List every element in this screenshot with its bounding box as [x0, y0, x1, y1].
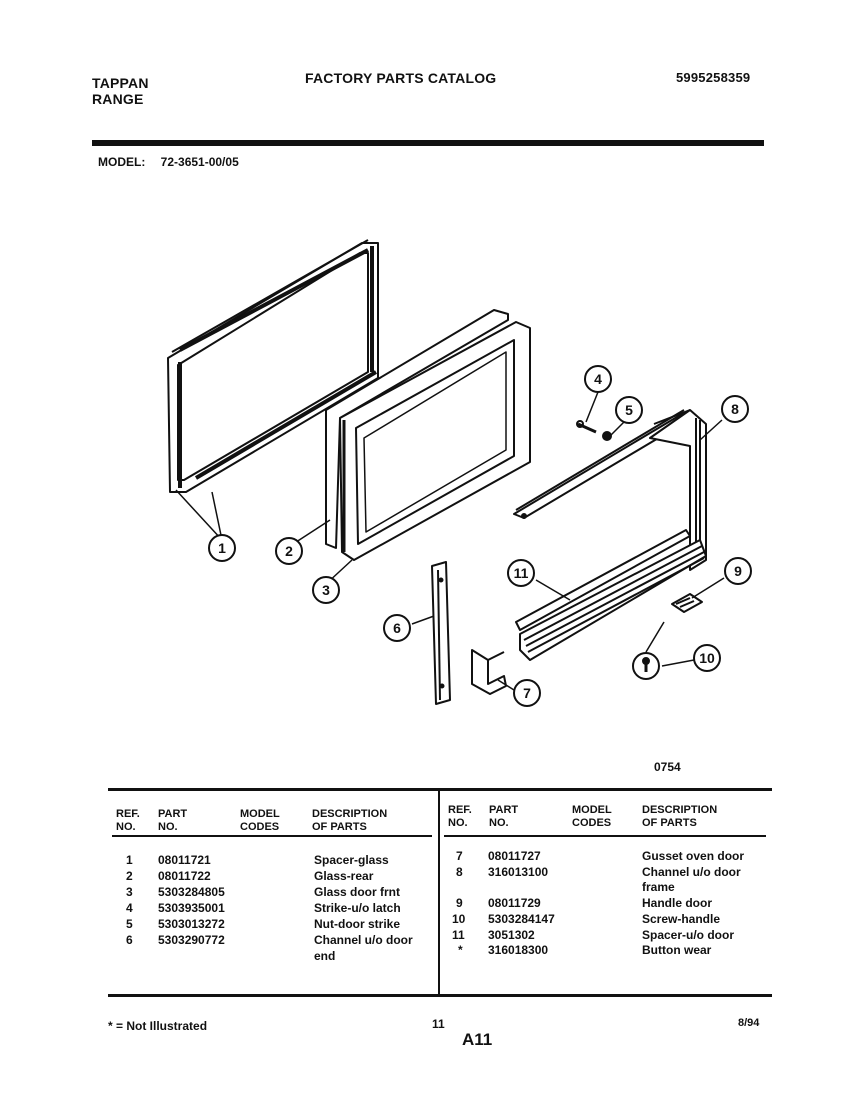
- table-row-part: 08011722: [158, 869, 211, 883]
- table-top-rule: [108, 788, 772, 791]
- table-row-desc: Channel u/o door: [642, 865, 741, 879]
- model-label: MODEL:: [98, 155, 146, 169]
- header-description-right: DESCRIPTION OF PARTS: [642, 804, 718, 829]
- table-row-desc: Nut-door strike: [314, 917, 401, 931]
- table-row-desc: Gusset oven door: [642, 849, 745, 863]
- table-header-rule-left: [112, 835, 432, 837]
- callout-11-label: 11: [513, 565, 529, 581]
- brand-line-1: TAPPAN: [92, 75, 149, 91]
- table-row-desc: Button wear: [642, 943, 712, 957]
- part-channel-end-lower: [432, 562, 450, 704]
- callout-3-label: 3: [322, 582, 330, 598]
- table-row-ref: 4: [126, 901, 133, 915]
- table-row-part: 5303935001: [158, 901, 225, 915]
- header-part-right: PART NO.: [489, 804, 519, 829]
- table-row-part: 316018300: [488, 943, 549, 957]
- callout-5-label: 5: [625, 402, 633, 418]
- table-row-desc: Strike-u/o latch: [314, 901, 401, 915]
- brand-line-2: RANGE: [92, 91, 144, 107]
- table-row-desc: Handle door: [642, 896, 713, 910]
- table-row-part: 3051302: [488, 928, 535, 942]
- header-part: PART NO.: [158, 808, 188, 833]
- callout-7-label: 7: [523, 685, 531, 701]
- table-row-ref: 6: [126, 933, 133, 947]
- figure-code: 0754: [654, 760, 681, 774]
- callout-6-label: 6: [393, 620, 401, 636]
- table-row-part: 5303284147: [488, 912, 555, 926]
- part-handle: [672, 594, 702, 612]
- table-row-ref: 11: [452, 928, 465, 942]
- table-divider: [438, 791, 440, 994]
- table-row-ref: 5: [126, 917, 133, 931]
- callout-4-label: 4: [594, 371, 602, 387]
- catalog-number: 5995258359: [676, 70, 751, 85]
- header-description: DESCRIPTION OF PARTS: [312, 808, 388, 833]
- table-row-desc: Spacer-u/o door: [642, 928, 735, 942]
- table-row-ref: 8: [456, 865, 463, 879]
- table-row-ref: 10: [452, 912, 466, 926]
- table-row-desc: Glass-rear: [314, 869, 374, 883]
- callout-10-label: 10: [699, 650, 715, 666]
- model-value: 72-3651-00/05: [160, 155, 239, 169]
- header-model-codes: MODEL CODES: [240, 808, 280, 833]
- part-nut: [603, 432, 611, 440]
- table-row-part: 5303013272: [158, 917, 225, 931]
- table-row-ref: 1: [126, 853, 133, 867]
- not-illustrated-note: * = Not Illustrated: [108, 1019, 208, 1033]
- callout-2-label: 2: [285, 543, 293, 559]
- table-row-ref: 9: [456, 896, 463, 910]
- revision-date: 8/94: [738, 1017, 760, 1029]
- table-row-part: 08011721: [158, 853, 211, 867]
- section-code: A11: [462, 1030, 493, 1049]
- table-row-desc-cont: end: [314, 949, 336, 963]
- table-row-ref: 7: [456, 849, 463, 863]
- table-row-desc: Glass door frnt: [314, 885, 401, 899]
- part-strike-latch: [577, 421, 596, 432]
- callout-9-label: 9: [734, 563, 742, 579]
- part-gusset: [472, 650, 506, 694]
- header-ref-right: REF. NO.: [448, 804, 472, 829]
- table-row-ref: *: [458, 943, 463, 957]
- table-row-part: 5303284805: [158, 885, 225, 899]
- page-number: 11: [432, 1017, 445, 1031]
- table-row-part: 08011727: [488, 849, 541, 863]
- table-row-desc: Screw-handle: [642, 912, 721, 926]
- callout-1-label: 1: [218, 540, 226, 556]
- table-row-desc-cont: frame: [642, 880, 675, 894]
- table-row-ref: 3: [126, 885, 133, 899]
- table-row-ref: 2: [126, 869, 133, 883]
- callout-8-label: 8: [731, 401, 739, 417]
- table-row-part: 316013100: [488, 865, 549, 879]
- part-screw: [633, 653, 659, 679]
- table-row-desc: Spacer-glass: [314, 853, 389, 867]
- table-bottom-rule: [108, 994, 772, 997]
- catalog-title: FACTORY PARTS CATALOG: [305, 70, 497, 86]
- table-row-part: 5303290772: [158, 933, 225, 947]
- table-row-desc: Channel u/o door: [314, 933, 413, 947]
- header-model-codes-right: MODEL CODES: [572, 804, 612, 829]
- table-header-rule-right: [444, 835, 766, 837]
- header-ref: REF. NO.: [116, 808, 140, 833]
- table-row-part: 08011729: [488, 896, 541, 910]
